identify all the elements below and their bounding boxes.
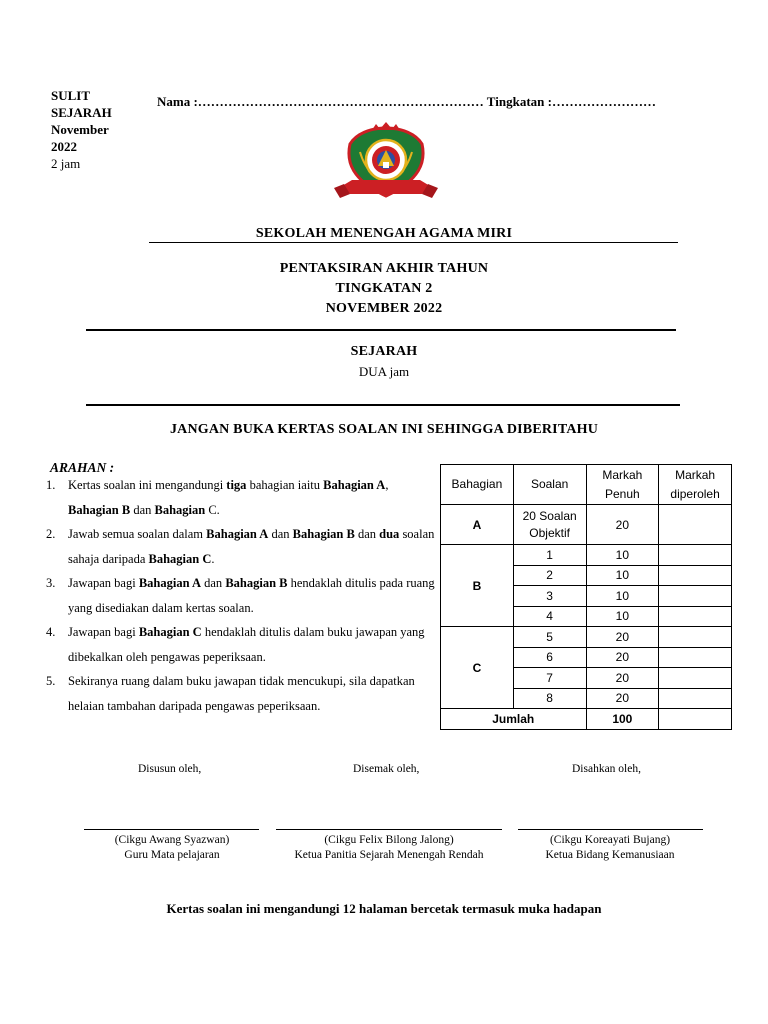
instruction-item <box>46 473 440 521</box>
full-marks-cell: 10 <box>586 565 659 586</box>
question-cell: 8 <box>513 688 586 709</box>
header-block <box>51 87 112 172</box>
signature-line <box>518 829 703 830</box>
signatory-role: Ketua Panitia Sejarah Menengah Rendah <box>294 849 484 861</box>
duration-label: 2 jam <box>51 156 81 171</box>
instructions-list <box>46 473 440 723</box>
full-marks-cell: 20 <box>586 668 659 689</box>
school-name: SEKOLAH MENENGAH AGAMA MIRI <box>255 226 513 241</box>
signature-label: Disahkan oleh, <box>572 763 641 775</box>
sulit-label: SULIT <box>51 88 91 103</box>
full-marks-cell: 20 <box>586 647 659 668</box>
full-marks-cell: 20 <box>586 688 659 709</box>
obtained-marks-cell[interactable] <box>659 565 732 586</box>
question-cell: 4 <box>513 606 586 627</box>
subject-label: SEJARAH <box>51 105 112 120</box>
instruction-text: Kertas soalan ini mengandungi tiga bahagian iaitu Bahagian A, Bahagian B dan Bahagian C. <box>68 478 389 517</box>
signature-label: Disemak oleh, <box>353 763 420 775</box>
signatory-block <box>264 833 514 863</box>
name-form-field[interactable]: Nama :………………………………………………………… Tingkatan :…………………… <box>157 94 656 109</box>
full-marks-cell: 10 <box>586 606 659 627</box>
exam-title: PENTAKSIRAN AKHIR TAHUN <box>279 261 489 276</box>
instruction-text: Jawapan bagi Bahagian A dan Bahagian B hendaklah ditulis pada ruang yang disediakan dalam kertas soalan. <box>68 576 435 615</box>
question-cell: 5 <box>513 627 586 648</box>
paper-subject: SEJARAH <box>350 344 418 359</box>
paper-duration: DUA jam <box>358 364 410 379</box>
instructions-heading: ARAHAN : <box>50 460 115 475</box>
obtained-marks-cell[interactable] <box>659 505 732 545</box>
full-marks-cell: 20 <box>586 627 659 648</box>
full-marks-cell: 10 <box>586 586 659 607</box>
signature-line <box>276 829 502 830</box>
header-markah-diperoleh: Markah diperoleh <box>659 465 732 505</box>
instruction-number: 2. <box>46 527 56 541</box>
school-crest-icon <box>330 122 442 206</box>
total-value: 100 <box>586 709 659 730</box>
total-obtained-cell[interactable] <box>659 709 732 730</box>
divider <box>86 329 676 331</box>
full-marks-cell: 20 <box>586 505 659 545</box>
question-cell: 20 Soalan Objektif <box>513 505 586 545</box>
obtained-marks-cell[interactable] <box>659 688 732 709</box>
signatory-name: (Cikgu Felix Bilong Jalong) <box>324 834 454 846</box>
instruction-number: 3. <box>46 576 56 590</box>
signatory-name: (Cikgu Koreayati Bujang) <box>549 834 671 846</box>
marks-table <box>440 464 732 730</box>
year-label: 2022 <box>51 139 77 154</box>
page-count-note: Kertas soalan ini mengandungi 12 halaman bercetak termasuk muka hadapan <box>166 901 602 916</box>
question-cell: 6 <box>513 647 586 668</box>
question-cell: 3 <box>513 586 586 607</box>
instruction-number: 4. <box>46 625 56 639</box>
header-soalan: Soalan <box>513 465 586 505</box>
obtained-marks-cell[interactable] <box>659 606 732 627</box>
signatory-name: (Cikgu Awang Syazwan) <box>114 834 230 846</box>
question-cell: 7 <box>513 668 586 689</box>
section-label: A <box>441 505 514 545</box>
full-marks-cell: 10 <box>586 545 659 566</box>
header-bahagian: Bahagian <box>441 465 514 505</box>
total-label: Jumlah <box>441 709 587 730</box>
section-label: C <box>441 627 514 709</box>
signatory-role: Ketua Bidang Kemanusiaan <box>545 849 675 861</box>
signatory-block <box>60 833 284 863</box>
exam-form: TINGKATAN 2 <box>335 281 433 296</box>
section-label: B <box>441 545 514 627</box>
obtained-marks-cell[interactable] <box>659 668 732 689</box>
obtained-marks-cell[interactable] <box>659 647 732 668</box>
table-row <box>441 545 732 566</box>
obtained-marks-cell[interactable] <box>659 545 732 566</box>
question-cell: 2 <box>513 565 586 586</box>
instruction-item <box>46 669 440 717</box>
table-row <box>441 627 732 648</box>
header-markah-penuh: Markah Penuh <box>586 465 659 505</box>
signature-label: Disusun oleh, <box>138 763 202 775</box>
obtained-marks-cell[interactable] <box>659 627 732 648</box>
signature-line <box>84 829 259 830</box>
instruction-item <box>46 571 440 619</box>
obtained-marks-cell[interactable] <box>659 586 732 607</box>
instruction-number: 5. <box>46 674 56 688</box>
question-cell: 1 <box>513 545 586 566</box>
instruction-text: Jawapan bagi Bahagian C hendaklah ditulis dalam buku jawapan yang dibekalkan oleh pengawas peperiksaan. <box>68 625 425 664</box>
instruction-item <box>46 620 440 668</box>
signatory-block <box>500 833 720 863</box>
exam-date: NOVEMBER 2022 <box>325 301 443 316</box>
signatory-role: Guru Mata pelajaran <box>124 849 220 861</box>
table-row <box>441 505 732 545</box>
divider <box>149 242 678 243</box>
instruction-text: Sekiranya ruang dalam buku jawapan tidak mencukupi, sila dapatkan helaian tambahan daripada pengawas peperiksaan. <box>68 674 415 713</box>
instruction-number: 1. <box>46 478 56 492</box>
table-header-row <box>441 465 732 505</box>
month-label: November <box>51 122 109 137</box>
table-total-row <box>441 709 732 730</box>
warning-text: JANGAN BUKA KERTAS SOALAN INI SEHINGGA DIBERITAHU <box>169 422 599 437</box>
instruction-text: Jawab semua soalan dalam Bahagian A dan Bahagian B dan dua soalan sahaja daripada Bahagian C. <box>68 527 435 566</box>
divider <box>86 404 680 406</box>
instruction-item <box>46 522 440 570</box>
